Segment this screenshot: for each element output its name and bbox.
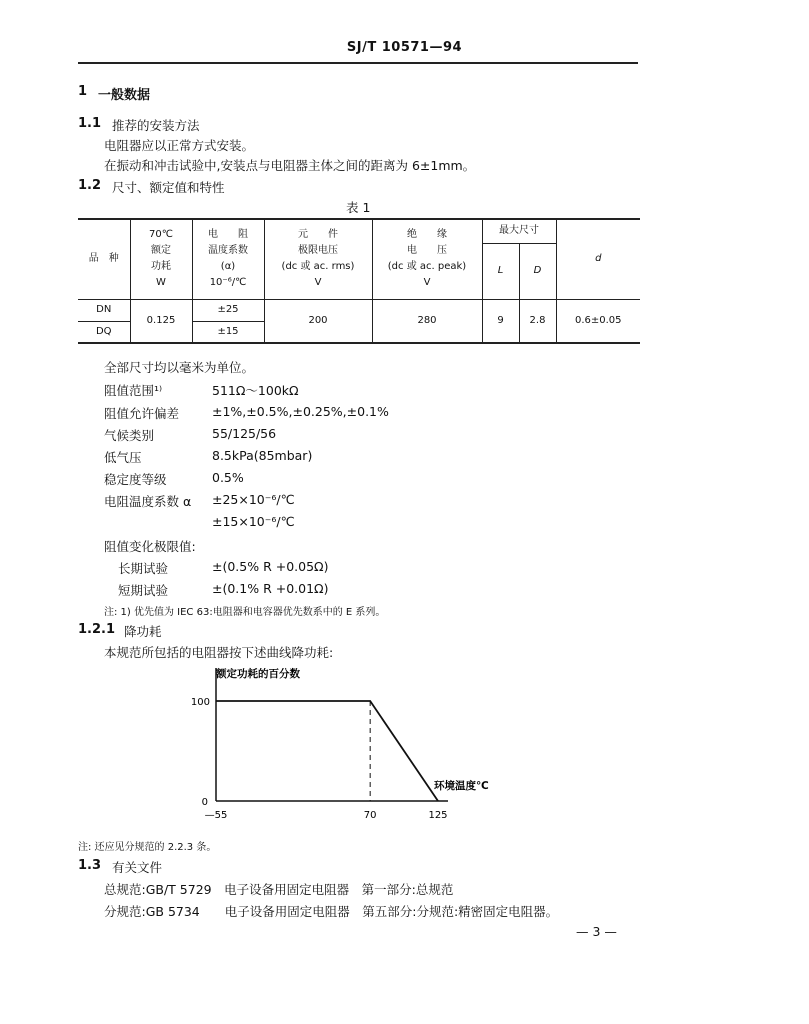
col-header-element-voltage: 元 件 极限电压 (dc 或 ac. rms) V — [264, 219, 372, 299]
section-1-2-1-number: 1.2.1 — [78, 622, 116, 637]
mounting-paragraph-1: 电阻器应以正常方式安装。 — [104, 138, 255, 153]
section-1-3-number: 1.3 — [78, 858, 102, 873]
section-1-number: 1 — [78, 84, 88, 99]
param-value-stability-class: 0.5% — [212, 470, 244, 485]
units-note: 全部尺寸均以毫米为单位。 — [104, 360, 255, 375]
col-header-power: 70℃ 额定 功耗 W — [130, 219, 192, 299]
y-tick-label-100: 100 — [190, 697, 210, 708]
section-1-3-title: 有关文件 — [112, 860, 163, 875]
x-axis-label: 环境温度℃ — [434, 780, 489, 792]
cell-element-voltage: 200 — [264, 299, 372, 343]
section-1-2-number: 1.2 — [78, 178, 102, 193]
cell-tcr-dn: ±25 — [192, 299, 264, 321]
param-value-climatic-category: 55/125/56 — [212, 426, 277, 441]
table-1-caption: 表 1 — [346, 200, 371, 215]
limits-short-label: 短期试验 — [118, 583, 169, 598]
col-header-D: D — [519, 243, 556, 299]
col-header-max-dimensions: 最大尺寸 — [482, 219, 556, 243]
x-tick-label-minus-55: —55 — [204, 810, 228, 821]
param-value-tcr-15: ±15×10⁻⁶/℃ — [212, 514, 295, 529]
row-variety-dn: DN — [78, 299, 130, 321]
section-1-1-title: 推荐的安装方法 — [112, 118, 200, 133]
footnote: 注: 1) 优先值为 IEC 63:电阻器和电容器优先数系中的 E 系列。 — [104, 607, 386, 618]
limits-short-value: ±(0.1% R +0.01Ω) — [212, 581, 329, 596]
param-label-low-pressure: 低气压 — [104, 450, 142, 465]
x-tick-label-70: 70 — [363, 810, 377, 821]
page-number: — 3 — — [576, 924, 617, 939]
cell-power: 0.125 — [130, 299, 192, 343]
cell-D: 2.8 — [519, 299, 556, 343]
header-rule — [78, 62, 638, 64]
param-value-resistance-range: 511Ω～100kΩ — [212, 383, 299, 398]
spec-table — [78, 218, 640, 344]
x-tick-label-125: 125 — [428, 810, 448, 821]
section-1-title: 一般数据 — [98, 88, 151, 103]
cell-d: 0.6±0.05 — [556, 299, 640, 343]
limits-title: 阻值变化极限值: — [104, 539, 196, 554]
y-tick-label-0: 0 — [201, 797, 208, 808]
param-label-stability-class: 稳定度等级 — [104, 472, 167, 487]
col-header-variety: 品 种 — [78, 219, 130, 299]
col-header-insulation-voltage: 绝 缘 电 压 (dc 或 ac. peak) V — [372, 219, 482, 299]
cell-tcr-dq: ±15 — [192, 321, 264, 343]
limits-long-label: 长期试验 — [118, 561, 169, 576]
related-doc-general: 总规范:GB/T 5729 电子设备用固定电阻器 第一部分:总规范 — [104, 882, 454, 897]
cell-insulation-voltage: 280 — [372, 299, 482, 343]
derating-paragraph: 本规范所包括的电阻器按下述曲线降功耗: — [104, 645, 334, 660]
document-number: SJ/T 10571—94 — [346, 40, 463, 55]
cell-L: 9 — [482, 299, 519, 343]
derating-curve — [216, 701, 438, 801]
col-header-tcr: 电 阻 温度系数 (α) 10⁻⁶/℃ — [192, 219, 264, 299]
derating-note: 注: 还应见分规范的 2.2.3 条。 — [78, 842, 217, 853]
row-variety-dq: DQ — [78, 321, 130, 343]
section-1-1-number: 1.1 — [78, 116, 102, 131]
param-label-tolerance: 阻值允许偏差 — [104, 406, 180, 421]
derating-chart — [150, 660, 570, 830]
param-value-tcr-25: ±25×10⁻⁶/℃ — [212, 492, 295, 507]
section-1-2-1-title: 降功耗 — [124, 624, 162, 639]
chart-title: 额定功耗的百分数 — [216, 668, 300, 680]
param-label-climatic-category: 气候类别 — [104, 428, 155, 443]
related-doc-sectional: 分规范:GB 5734 电子设备用固定电阻器 第五部分:分规范:精密固定电阻器。 — [104, 904, 559, 919]
param-value-low-pressure: 8.5kPa(85mbar) — [212, 448, 313, 463]
param-value-tolerance: ±1%,±0.5%,±0.25%,±0.1% — [212, 404, 389, 419]
section-1-2-title: 尺寸、额定值和特性 — [112, 180, 225, 195]
col-header-L: L — [482, 243, 519, 299]
param-label-resistance-range: 阻值范围¹⁾ — [104, 383, 163, 398]
limits-long-value: ±(0.5% R +0.05Ω) — [212, 559, 329, 574]
mounting-paragraph-2: 在振动和冲击试验中,安装点与电阻器主体之间的距离为 6±1mm。 — [104, 158, 476, 173]
param-label-tcr: 电阻温度系数 α — [104, 494, 192, 509]
col-header-d-lead: d — [556, 219, 640, 299]
